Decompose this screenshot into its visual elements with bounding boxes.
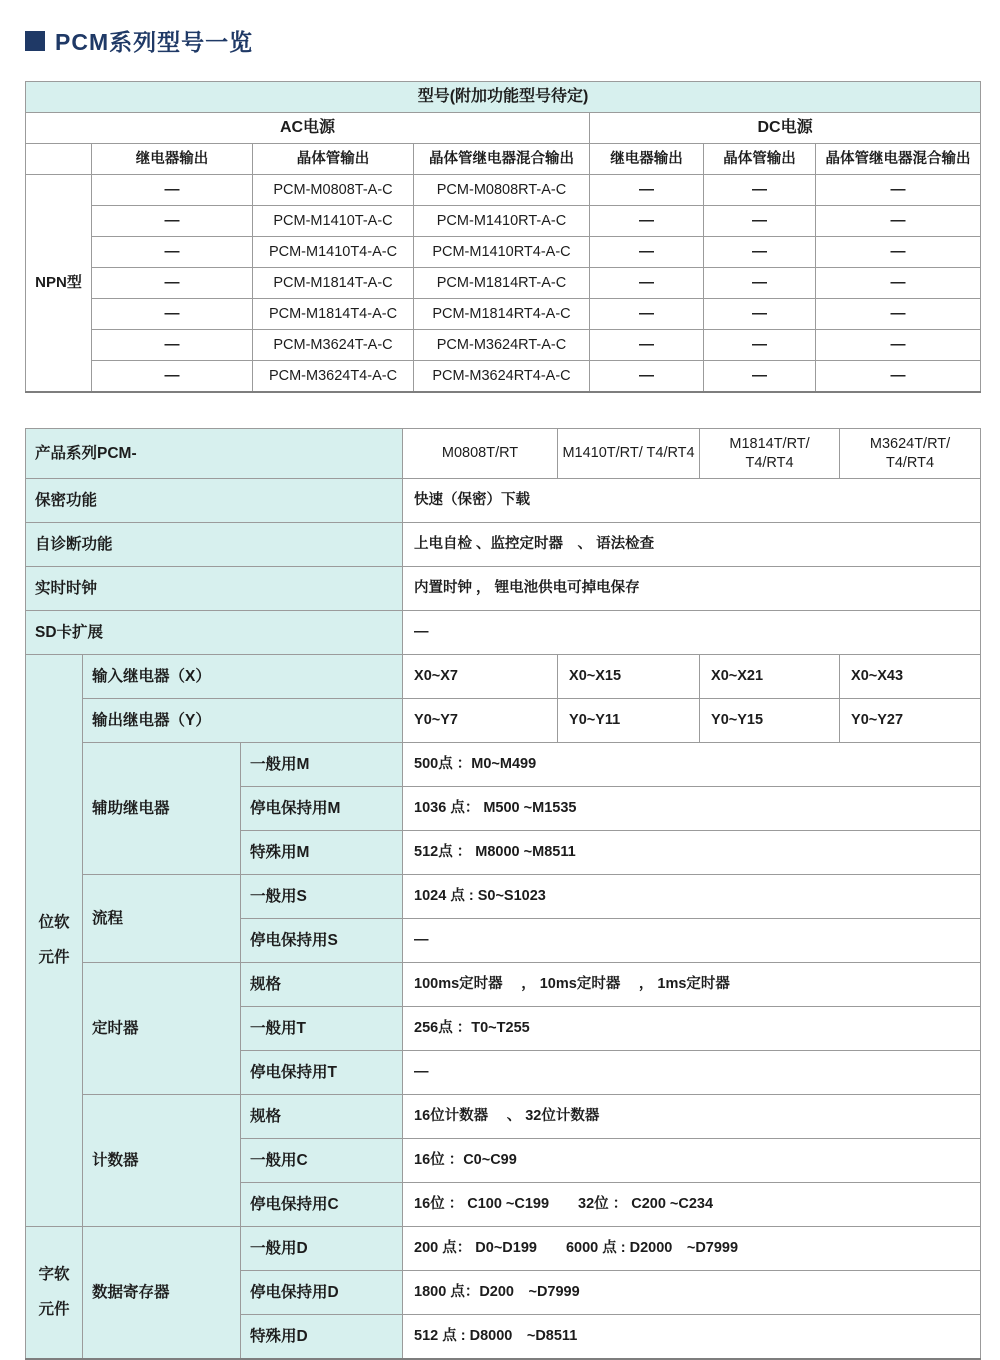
table-row bbox=[26, 963, 981, 1007]
table-row bbox=[26, 330, 981, 361]
model-column-header: M0808T/RT bbox=[403, 429, 558, 479]
series-header-label: 产品系列PCM- bbox=[26, 429, 403, 479]
model-column-header: M1410T/RT/ T4/RT4 bbox=[558, 429, 700, 479]
table-row bbox=[26, 655, 981, 699]
subgroup-label: 计数器 bbox=[83, 1095, 241, 1227]
npn-type-label: NPN型 bbox=[26, 175, 92, 393]
model-cell: PCM-M3624RT-A-C bbox=[414, 330, 590, 361]
table-row bbox=[26, 237, 981, 268]
spec-value: Y0~Y7 bbox=[403, 699, 558, 743]
bit-device-group-label: 位软元件 bbox=[26, 655, 83, 1227]
spec-sublabel: 一般用S bbox=[241, 875, 403, 919]
spec-value: X0~X21 bbox=[700, 655, 840, 699]
table-row bbox=[26, 479, 981, 523]
spec-sublabel: 停电保持用S bbox=[241, 919, 403, 963]
model-cell: PCM-M1814T4-A-C bbox=[253, 299, 414, 330]
table-row bbox=[26, 1227, 981, 1271]
spec-value: Y0~Y15 bbox=[700, 699, 840, 743]
table-row bbox=[26, 175, 981, 206]
spec-value: 1800 点：D200 ~D7999 bbox=[403, 1271, 981, 1315]
spec-label: 实时时钟 bbox=[26, 567, 403, 611]
dash-cell: — bbox=[590, 361, 704, 393]
spec-sublabel: 规格 bbox=[241, 1095, 403, 1139]
spec-sublabel: 特殊用D bbox=[241, 1315, 403, 1360]
spec-value: 500点 ：M0~M499 bbox=[403, 743, 981, 787]
spec-table bbox=[25, 428, 981, 1360]
model-cell: PCM-M1410T-A-C bbox=[253, 206, 414, 237]
dash-cell: — bbox=[590, 268, 704, 299]
model-column-header: M3624T/RT/ T4/RT4 bbox=[840, 429, 981, 479]
col-header: 晶体管输出 bbox=[253, 144, 414, 175]
spec-value: 16位计数器 、 32位计数器 bbox=[403, 1095, 981, 1139]
spec-value: 1024 点 : S0~S1023 bbox=[403, 875, 981, 919]
dash-cell: — bbox=[704, 299, 816, 330]
spec-sublabel: 特殊用M bbox=[241, 831, 403, 875]
model-cell: PCM-M1814RT-A-C bbox=[414, 268, 590, 299]
table-row bbox=[26, 361, 981, 393]
table-row bbox=[26, 268, 981, 299]
model-list-table bbox=[25, 81, 981, 393]
col-header: 晶体管继电器混合输出 bbox=[816, 144, 981, 175]
table-row bbox=[26, 523, 981, 567]
title-square-bullet-icon bbox=[25, 31, 45, 51]
word-device-group-label: 字软元件 bbox=[26, 1227, 83, 1360]
model-cell: PCM-M3624T4-A-C bbox=[253, 361, 414, 393]
table-row bbox=[26, 699, 981, 743]
spec-value: 内置时钟 ， 锂电池供电可掉电保存 bbox=[403, 567, 981, 611]
dash-cell: — bbox=[92, 206, 253, 237]
model-cell: PCM-M1814T-A-C bbox=[253, 268, 414, 299]
table-row bbox=[26, 743, 981, 787]
spec-label: SD卡扩展 bbox=[26, 611, 403, 655]
dash-cell: — bbox=[590, 206, 704, 237]
model-cell: PCM-M0808T-A-C bbox=[253, 175, 414, 206]
subgroup-label: 流程 bbox=[83, 875, 241, 963]
dash-cell: — bbox=[590, 237, 704, 268]
dash-cell: — bbox=[704, 206, 816, 237]
model-cell: PCM-M0808RT-A-C bbox=[414, 175, 590, 206]
spec-value: 16位 ： C100 ~C199 32位 ： C200 ~C234 bbox=[403, 1183, 981, 1227]
spec-value: 200 点： D0~D199 6000 点 : D2000 ~D7999 bbox=[403, 1227, 981, 1271]
model-cell: PCM-M3624RT4-A-C bbox=[414, 361, 590, 393]
spec-label: 自诊断功能 bbox=[26, 523, 403, 567]
spec-sublabel: 停电保持用C bbox=[241, 1183, 403, 1227]
subgroup-label: 定时器 bbox=[83, 963, 241, 1095]
table-row bbox=[26, 875, 981, 919]
spec-sublabel: 停电保持用T bbox=[241, 1051, 403, 1095]
model-cell: PCM-M1814RT4-A-C bbox=[414, 299, 590, 330]
dash-cell: — bbox=[92, 175, 253, 206]
spec-value: X0~X7 bbox=[403, 655, 558, 699]
spec-sublabel: 一般用C bbox=[241, 1139, 403, 1183]
dash-cell: — bbox=[816, 299, 981, 330]
model-cell: PCM-M1410RT-A-C bbox=[414, 206, 590, 237]
spec-value: 16位 ：C0~C99 bbox=[403, 1139, 981, 1183]
spec-label: 输出继电器（Y） bbox=[83, 699, 403, 743]
table-row bbox=[26, 567, 981, 611]
dash-cell: — bbox=[704, 268, 816, 299]
col-header: 继电器输出 bbox=[92, 144, 253, 175]
spec-value: — bbox=[403, 1051, 981, 1095]
dash-cell: — bbox=[92, 361, 253, 393]
model-cell: PCM-M3624T-A-C bbox=[253, 330, 414, 361]
spec-value: 100ms定时器 ， 10ms定时器 ， 1ms定时器 bbox=[403, 963, 981, 1007]
dash-cell: — bbox=[816, 330, 981, 361]
model-column-header: M1814T/RT/ T4/RT4 bbox=[700, 429, 840, 479]
table-row bbox=[26, 1095, 981, 1139]
dash-cell: — bbox=[590, 175, 704, 206]
spec-sublabel: 停电保持用D bbox=[241, 1271, 403, 1315]
col-header: 晶体管继电器混合输出 bbox=[414, 144, 590, 175]
table-row bbox=[26, 299, 981, 330]
dash-cell: — bbox=[92, 237, 253, 268]
dash-cell: — bbox=[704, 237, 816, 268]
spec-value: 256点 ：T0~T255 bbox=[403, 1007, 981, 1051]
model-cell: PCM-M1410RT4-A-C bbox=[414, 237, 590, 268]
spec-sublabel: 停电保持用M bbox=[241, 787, 403, 831]
subgroup-label: 辅助继电器 bbox=[83, 743, 241, 875]
spec-label: 保密功能 bbox=[26, 479, 403, 523]
dash-cell: — bbox=[816, 237, 981, 268]
table-row bbox=[26, 206, 981, 237]
dash-cell: — bbox=[590, 299, 704, 330]
page-title: PCM系列型号一览 bbox=[55, 29, 254, 55]
spec-sublabel: 一般用D bbox=[241, 1227, 403, 1271]
spec-sublabel: 一般用M bbox=[241, 743, 403, 787]
table-row bbox=[26, 429, 981, 479]
dash-cell: — bbox=[704, 175, 816, 206]
spec-value: Y0~Y11 bbox=[558, 699, 700, 743]
spec-value: 512点 ： M8000 ~M8511 bbox=[403, 831, 981, 875]
spec-value: — bbox=[403, 611, 981, 655]
table1-title: 型号(附加功能型号待定) bbox=[26, 82, 981, 113]
spec-label: 输入继电器（X） bbox=[83, 655, 403, 699]
subgroup-label: 数据寄存器 bbox=[83, 1227, 241, 1360]
corner-cell bbox=[26, 144, 92, 175]
dash-cell: — bbox=[92, 330, 253, 361]
spec-value: X0~X43 bbox=[840, 655, 981, 699]
spec-value: 上电自检 、监控定时器 、 语法检查 bbox=[403, 523, 981, 567]
page-title-row bbox=[25, 24, 980, 57]
dash-cell: — bbox=[816, 206, 981, 237]
spec-value: 1036 点： M500 ~M1535 bbox=[403, 787, 981, 831]
col-header: 继电器输出 bbox=[590, 144, 704, 175]
dash-cell: — bbox=[590, 330, 704, 361]
dash-cell: — bbox=[816, 175, 981, 206]
spec-value: 快速（保密）下载 bbox=[403, 479, 981, 523]
spec-value: X0~X15 bbox=[558, 655, 700, 699]
dash-cell: — bbox=[92, 299, 253, 330]
dash-cell: — bbox=[816, 361, 981, 393]
model-cell: PCM-M1410T4-A-C bbox=[253, 237, 414, 268]
dash-cell: — bbox=[704, 361, 816, 393]
spec-sublabel: 规格 bbox=[241, 963, 403, 1007]
spec-value: — bbox=[403, 919, 981, 963]
spec-value: 512 点 : D8000 ~D8511 bbox=[403, 1315, 981, 1360]
dc-power-header: DC电源 bbox=[590, 113, 981, 144]
spec-sublabel: 一般用T bbox=[241, 1007, 403, 1051]
col-header: 晶体管输出 bbox=[704, 144, 816, 175]
table-row bbox=[26, 611, 981, 655]
ac-power-header: AC电源 bbox=[26, 113, 590, 144]
dash-cell: — bbox=[704, 330, 816, 361]
dash-cell: — bbox=[92, 268, 253, 299]
spec-value: Y0~Y27 bbox=[840, 699, 981, 743]
dash-cell: — bbox=[816, 268, 981, 299]
